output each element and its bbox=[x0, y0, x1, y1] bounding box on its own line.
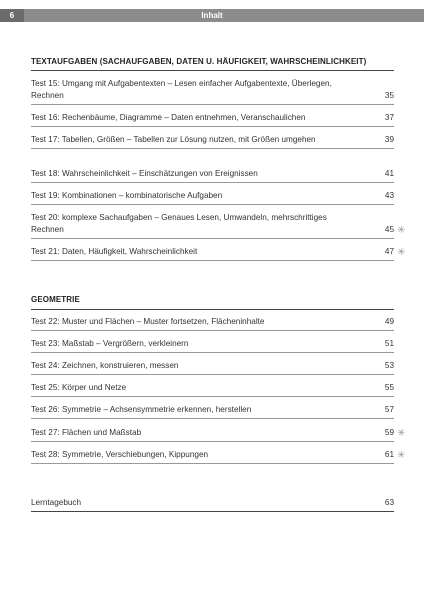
toc-entry-test-20[interactable] bbox=[31, 212, 394, 236]
entry-divider bbox=[31, 182, 394, 183]
entry-text: Test 21: Daten, Häufigkeit, Wahrscheinlichkeit bbox=[31, 247, 198, 256]
entry-page: 37 bbox=[384, 113, 394, 122]
header-bar bbox=[0, 9, 424, 22]
toc-entry-test-27[interactable] bbox=[31, 427, 394, 439]
toc-entry-test-17[interactable] bbox=[31, 134, 394, 146]
entry-text: Test 15: Umgang mit Aufgabentexten – Lesen einfacher Aufgabentexte, Überlegen, Rechnen bbox=[31, 79, 332, 100]
section-rule bbox=[31, 70, 394, 71]
entry-page: 43 bbox=[384, 191, 394, 200]
section-heading-textaufgaben: TEXTAUFGABEN (SACHAUFGABEN, DATEN U. HÄUFIGKEIT, WAHRSCHEINLICHKEIT) bbox=[31, 57, 367, 66]
entry-divider bbox=[31, 352, 394, 353]
entry-page: 53 bbox=[384, 361, 394, 370]
entry-divider bbox=[31, 260, 394, 261]
entry-page: 55 bbox=[384, 383, 394, 392]
toc-entry-test-28[interactable] bbox=[31, 449, 394, 461]
entry-divider bbox=[31, 511, 394, 512]
entry-divider bbox=[31, 396, 394, 397]
entry-page: 51 bbox=[384, 339, 394, 348]
entry-text: Test 20: komplexe Sachaufgaben – Genaues Lesen, Umwandeln, mehrschrittiges Rechnen bbox=[31, 213, 327, 234]
toc-entry-test-16[interactable] bbox=[31, 112, 394, 124]
entry-text: Test 26: Symmetrie – Achsensymmetrie erkennen, herstellen bbox=[31, 405, 252, 414]
toc-entry-test-15[interactable] bbox=[31, 78, 394, 102]
page-number: 6 bbox=[0, 9, 24, 22]
section-heading-geometrie: GEOMETRIE bbox=[31, 295, 80, 304]
entry-divider bbox=[31, 204, 394, 205]
toc-entry-test-19[interactable] bbox=[31, 190, 394, 202]
toc-entry-test-21[interactable] bbox=[31, 246, 394, 258]
entry-text: Test 23: Maßstab – Vergrößern, verkleinern bbox=[31, 339, 189, 348]
entry-divider bbox=[31, 126, 394, 127]
entry-divider bbox=[31, 418, 394, 419]
header-title: Inhalt bbox=[201, 11, 223, 20]
entry-divider bbox=[31, 463, 394, 464]
entry-divider bbox=[31, 374, 394, 375]
star-icon: ✳ bbox=[397, 450, 406, 461]
entry-page: 59 bbox=[384, 428, 394, 437]
entry-page: 49 bbox=[384, 317, 394, 326]
toc-entry-test-25[interactable] bbox=[31, 382, 394, 394]
entry-text: Test 22: Muster und Flächen – Muster fortsetzen, Flächeninhalte bbox=[31, 317, 265, 326]
entry-text: Test 25: Körper und Netze bbox=[31, 383, 127, 392]
section-rule bbox=[31, 309, 394, 310]
toc-entry-test-24[interactable] bbox=[31, 360, 394, 372]
entry-page: 35 bbox=[384, 91, 394, 100]
entry-page: 45 bbox=[384, 225, 394, 234]
toc-entry-test-26[interactable] bbox=[31, 404, 394, 416]
star-icon: ✳ bbox=[397, 247, 406, 258]
entry-divider bbox=[31, 104, 394, 105]
entry-text: Test 27: Flächen und Maßstab bbox=[31, 428, 142, 437]
entry-divider bbox=[31, 330, 394, 331]
entry-page: 41 bbox=[384, 169, 394, 178]
star-icon: ✳ bbox=[397, 428, 406, 439]
toc-entry-test-23[interactable] bbox=[31, 338, 394, 350]
entry-page: 57 bbox=[384, 405, 394, 414]
entry-text: Test 28: Symmetrie, Verschiebungen, Kippungen bbox=[31, 450, 209, 459]
entry-divider bbox=[31, 148, 394, 149]
toc-entry-test-18[interactable] bbox=[31, 168, 394, 180]
entry-divider bbox=[31, 441, 394, 442]
entry-text: Test 16: Rechenbäume, Diagramme – Daten entnehmen, Veranschaulichen bbox=[31, 113, 306, 122]
toc-entry-lerntagebuch[interactable] bbox=[31, 497, 394, 509]
entry-page: 39 bbox=[384, 135, 394, 144]
entry-text: Test 19: Kombinationen – kombinatorische Aufgaben bbox=[31, 191, 223, 200]
toc-entry-test-22[interactable] bbox=[31, 316, 394, 328]
entry-text: Test 17: Tabellen, Größen – Tabellen zur Lösung nutzen, mit Größen umgehen bbox=[31, 135, 316, 144]
entry-page: 63 bbox=[384, 498, 394, 507]
entry-text: Test 18: Wahrscheinlichkeit – Einschätzungen von Ereignissen bbox=[31, 169, 258, 178]
star-icon: ✳ bbox=[397, 225, 406, 236]
entry-page: 61 bbox=[384, 450, 394, 459]
entry-text: Test 24: Zeichnen, konstruieren, messen bbox=[31, 361, 179, 370]
entry-divider bbox=[31, 238, 394, 239]
entry-text: Lerntagebuch bbox=[31, 498, 82, 507]
entry-page: 47 bbox=[384, 247, 394, 256]
